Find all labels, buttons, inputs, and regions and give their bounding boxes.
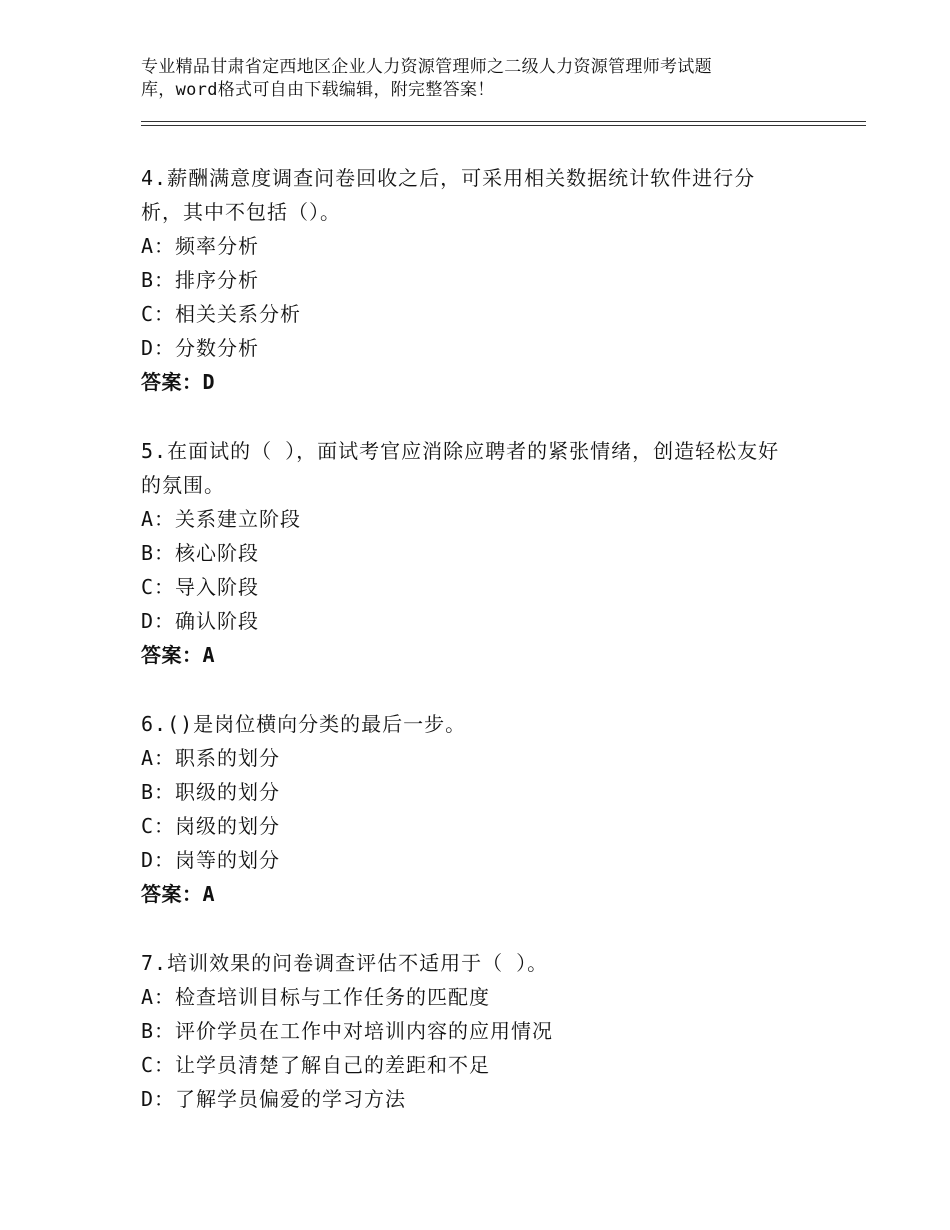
answer: 答案：A: [141, 882, 216, 906]
question-text-line: 6.()是岗位横向分类的最后一步。: [141, 712, 467, 736]
question-text-line: 的氛围。: [141, 473, 225, 497]
question-6: [141, 707, 831, 911]
option-d: D：分数分析: [141, 336, 260, 360]
header-divider-bottom: [141, 125, 866, 126]
header-divider-top: [141, 121, 866, 122]
option-a: A：关系建立阶段: [141, 507, 302, 531]
option-a: A：职系的划分: [141, 746, 281, 770]
header-line-1: 专业精品甘肃省定西地区企业人力资源管理师之二级人力资源管理师考试题: [141, 57, 712, 77]
question-4: [141, 161, 831, 399]
question-text: [141, 707, 831, 741]
answer: 答案：D: [141, 370, 216, 394]
option-d: D：确认阶段: [141, 609, 260, 633]
question-text: [141, 161, 831, 229]
option-c: C：相关关系分析: [141, 302, 302, 326]
header-line-2: 库，word格式可自由下载编辑，附完整答案！: [141, 80, 495, 100]
question-text: [141, 434, 831, 502]
document-header: [141, 56, 821, 102]
option-c: C：岗级的划分: [141, 814, 281, 838]
option-c: C：让学员清楚了解自己的差距和不足: [141, 1053, 491, 1077]
question-text-line: 4.薪酬满意度调查问卷回收之后，可采用相关数据统计软件进行分: [141, 166, 756, 190]
question-text: [141, 946, 831, 980]
question-7: [141, 946, 831, 1116]
option-b: B：评价学员在工作中对培训内容的应用情况: [141, 1019, 554, 1043]
option-a: A：频率分析: [141, 234, 260, 258]
question-text-line: 7.培训效果的问卷调查评估不适用于（ ）。: [141, 951, 549, 975]
option-d: D：岗等的划分: [141, 848, 281, 872]
option-b: B：核心阶段: [141, 541, 260, 565]
question-text-line: 析，其中不包括（）。: [141, 200, 341, 224]
option-b: B：职级的划分: [141, 780, 281, 804]
question-text-line: 5.在面试的（ ），面试考官应消除应聘者的紧张情绪，创造轻松友好: [141, 439, 780, 463]
option-b: B：排序分析: [141, 268, 260, 292]
option-d: D：了解学员偏爱的学习方法: [141, 1087, 407, 1111]
option-c: C：导入阶段: [141, 575, 260, 599]
question-5: [141, 434, 831, 672]
option-a: A：检查培训目标与工作任务的匹配度: [141, 985, 491, 1009]
answer: 答案：A: [141, 643, 216, 667]
